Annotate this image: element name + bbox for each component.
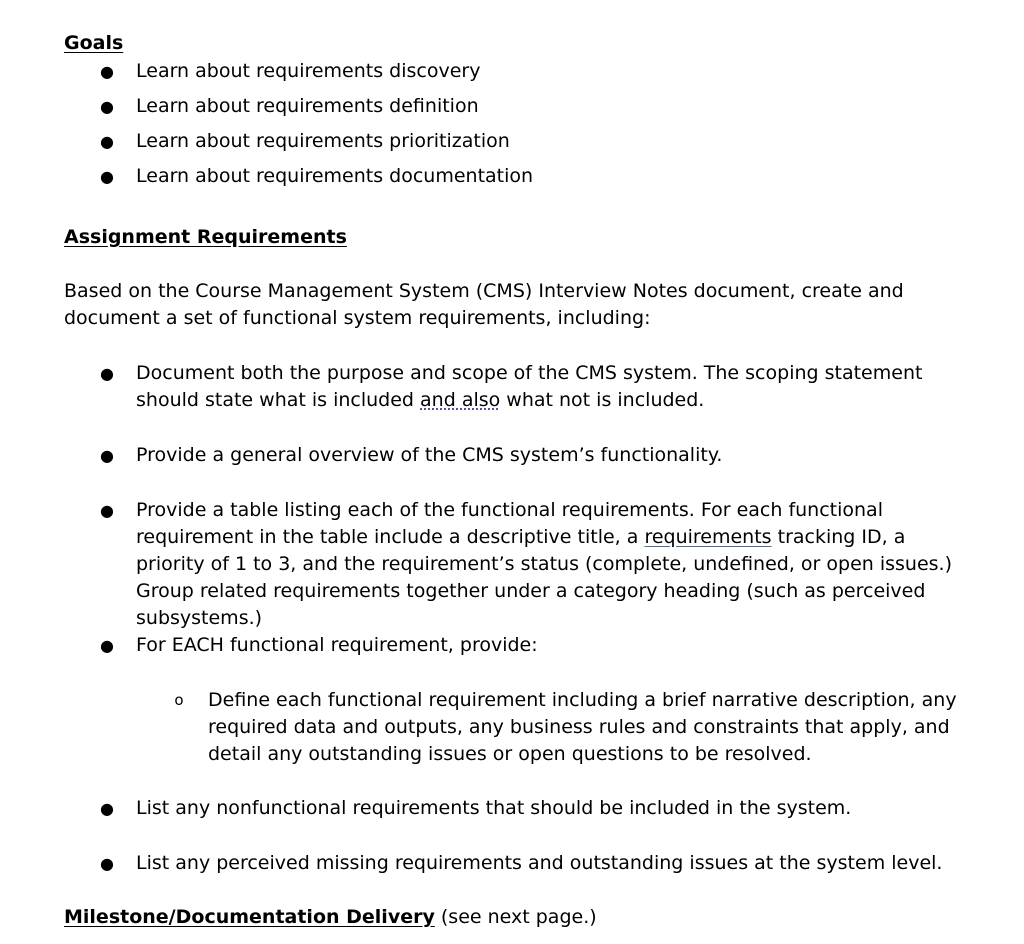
grammar-flag-requirements: requirements bbox=[644, 526, 772, 548]
each-bullet-text: For EACH functional requirement, provide: bbox=[136, 634, 538, 656]
missing-bullet-text: List any perceived missing requirements and outstanding issues at the system level. bbox=[136, 852, 943, 874]
goal-item-text: Learn about requirements prioritization bbox=[136, 130, 510, 152]
bullet-icon: ● bbox=[100, 364, 114, 383]
overview-bullet-text: Provide a general overview of the CMS system’s functionality. bbox=[136, 444, 723, 466]
milestone-heading: Milestone/Documentation Delivery bbox=[64, 906, 435, 928]
grammar-flag-and-also: and also bbox=[420, 389, 501, 411]
bullet-icon: ● bbox=[100, 854, 114, 873]
bullet-icon: ● bbox=[100, 62, 114, 81]
milestone-line bbox=[64, 904, 974, 931]
bullet-icon: ● bbox=[100, 167, 114, 186]
table-bullet-text: Provide a table listing each of the functional requirements. For each functional requirement in the table include a descriptive title, a requirements tracking ID, a priority of 1 to 3, and the requirement’s status (complete, undefined, or open issues.) Group related requirements together under a category heading (such as perceived subsystems.) bbox=[136, 499, 953, 629]
goal-item-text: Learn about requirements documentation bbox=[136, 165, 534, 187]
bullet-icon: ● bbox=[100, 132, 114, 151]
bullet-icon: ● bbox=[100, 97, 114, 116]
assignment-requirements-heading: Assignment Requirements bbox=[64, 226, 347, 248]
bullet-icon: ● bbox=[100, 501, 114, 520]
bullet-icon: ● bbox=[100, 636, 114, 655]
goals-heading: Goals bbox=[64, 32, 124, 54]
goal-item-text: Learn about requirements discovery bbox=[136, 60, 481, 82]
bullet-icon: ● bbox=[100, 799, 114, 818]
bullet-icon: ● bbox=[100, 446, 114, 465]
goal-item-text: Learn about requirements definition bbox=[136, 95, 479, 117]
sub-bullet-text: Define each functional requirement including a brief narrative description, any required data and outputs, any business rules and constraints that apply, and detail any outstanding issues or open questions to be resolved. bbox=[208, 689, 957, 765]
sub-bullet-icon: o bbox=[174, 691, 184, 709]
nonfunctional-bullet-text: List any nonfunctional requirements that should be included in the system. bbox=[136, 797, 852, 819]
scope-bullet-text: Document both the purpose and scope of the CMS system. The scoping statement should state what is included and also what not is included. bbox=[136, 362, 923, 411]
milestone-note: (see next page.) bbox=[434, 906, 597, 928]
intro-paragraph: Based on the Course Management System (CMS) Interview Notes document, create and document a set of functional system requirements, including: bbox=[64, 280, 904, 329]
